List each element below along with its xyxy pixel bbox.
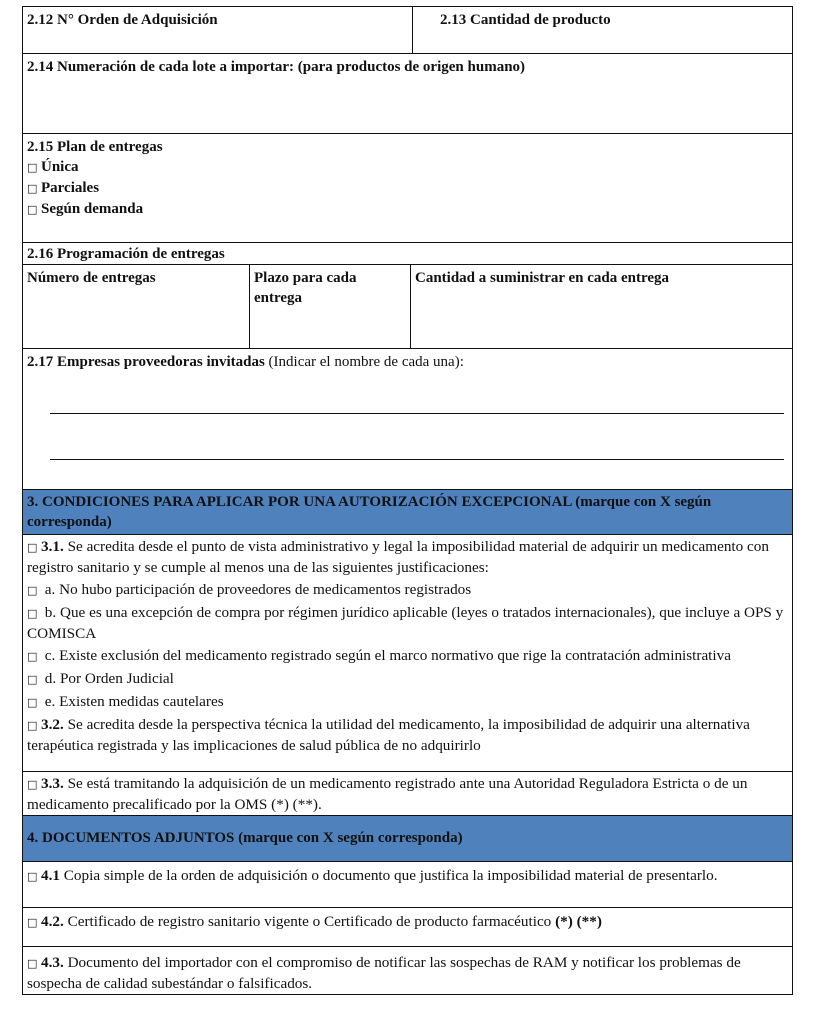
row-2-15 xyxy=(22,134,793,243)
condition-3-2[interactable]: □ 3.2. Se acredita desde la perspectiva técnica la utilidad del medicamento, la imposibilidad de adquirir una alternativa terapéutica registrada y las implicaciones de salud pública de no adquirirlo xyxy=(27,716,750,754)
checkbox-icon[interactable]: □ xyxy=(27,607,38,620)
form-table xyxy=(22,6,793,995)
field-2-15-title: 2.15 Plan de entregas xyxy=(27,139,163,155)
checkbox-icon[interactable]: □ xyxy=(27,673,38,686)
checkbox-icon[interactable]: □ xyxy=(27,870,38,883)
supplier-line-1[interactable] xyxy=(50,413,784,414)
delivery-option-unica[interactable]: □ Única xyxy=(23,157,792,178)
checkbox-icon[interactable]: □ xyxy=(27,203,38,216)
field-2-14-lot-numbers[interactable]: 2.14 Numeración de cada lote a importar: (para productos de origen humano) xyxy=(27,59,526,75)
checkbox-icon[interactable]: □ xyxy=(27,957,38,970)
section-4-title: 4. DOCUMENTOS ADJUNTOS (marque con X según corresponda) xyxy=(27,830,463,846)
section-3-conditions xyxy=(22,535,793,772)
checkbox-icon[interactable]: □ xyxy=(27,719,38,732)
field-2-12-order-number[interactable]: 2.12 N° Orden de Adquisición xyxy=(27,12,218,28)
checkbox-icon[interactable]: □ xyxy=(27,584,38,597)
condition-3-1[interactable]: □ 3.1. Se acredita desde el punto de vista administrativo y legal la imposibilidad material de adquirir un medicamento con registro sanitario y se cumple al menos una de las siguientes justificaciones: xyxy=(27,538,769,576)
field-2-13-quantity[interactable]: 2.13 Cantidad de producto xyxy=(412,7,792,53)
section-4-header xyxy=(22,816,793,862)
checkbox-icon[interactable]: □ xyxy=(27,696,38,709)
supplier-line-2[interactable] xyxy=(50,459,784,460)
col-cantidad-suministrar[interactable]: Cantidad a suministrar en cada entrega xyxy=(410,265,792,348)
field-2-16-title: 2.16 Programación de entregas xyxy=(27,246,225,262)
condition-3-1-a[interactable]: □ a. No hubo participación de proveedores de medicamentos registrados xyxy=(23,578,792,601)
row-2-12 xyxy=(22,6,793,54)
col-plazo-entrega[interactable]: Plazo para cada entrega xyxy=(249,265,410,348)
row-4-2 xyxy=(22,908,793,947)
section-3-title: 3. CONDICIONES PARA APLICAR POR UNA AUTORIZACIÓN EXCEPCIONAL (marque con X según corresponda) xyxy=(27,494,712,530)
delivery-option-segun-demanda[interactable]: □ Según demanda xyxy=(23,199,792,220)
checkbox-icon[interactable]: □ xyxy=(27,541,38,554)
document-4-2[interactable]: □ 4.2. Certificado de registro sanitario vigente o Certificado de producto farmacéutico (*) (**) xyxy=(23,908,792,933)
row-2-16-columns xyxy=(22,265,793,349)
condition-3-1-b[interactable]: □ b. Que es una excepción de compra por régimen jurídico aplicable (leyes o tratados internacionales), que incluye a OPS y COMISCA xyxy=(27,604,784,642)
document-4-3[interactable]: □ 4.3. Documento del importador con el compromiso de notificar las sospechas de RAM y notificar los problemas de sospecha de calidad subestándar o falsificados. xyxy=(27,954,741,992)
delivery-option-parciales[interactable]: □ Parciales xyxy=(23,178,792,199)
checkbox-icon[interactable]: □ xyxy=(27,778,38,791)
field-2-17-title: 2.17 Empresas proveedoras invitadas (Indicar el nombre de cada una): xyxy=(27,354,464,370)
condition-3-1-c[interactable]: □ c. Existe exclusión del medicamento registrado según el marco normativo que rige la contratación administrativa xyxy=(23,644,792,667)
row-3-3 xyxy=(22,772,793,816)
document-4-1[interactable]: □ 4.1 Copia simple de la orden de adquisición o documento que justifica la imposibilidad material de presentarlo. xyxy=(23,862,792,887)
checkbox-icon[interactable]: □ xyxy=(27,161,38,174)
row-2-17 xyxy=(22,349,793,490)
checkbox-icon[interactable]: □ xyxy=(27,182,38,195)
row-4-3 xyxy=(22,947,793,995)
condition-3-3[interactable]: □ 3.3. Se está tramitando la adquisición de un medicamento registrado ante una Autoridad Reguladora Estricta o de un medicamento precalificado por la OMS (*) (**). xyxy=(27,775,748,813)
checkbox-icon[interactable]: □ xyxy=(27,916,38,929)
checkbox-icon[interactable]: □ xyxy=(27,650,38,663)
condition-3-1-e[interactable]: □ e. Existen medidas cautelares xyxy=(23,690,792,713)
col-numero-entregas[interactable]: Número de entregas xyxy=(27,270,156,286)
row-4-1 xyxy=(22,862,793,908)
section-3-header xyxy=(22,490,793,535)
row-2-16-title xyxy=(22,243,793,265)
condition-3-1-d[interactable]: □ d. Por Orden Judicial xyxy=(23,667,792,690)
row-2-14 xyxy=(22,54,793,134)
